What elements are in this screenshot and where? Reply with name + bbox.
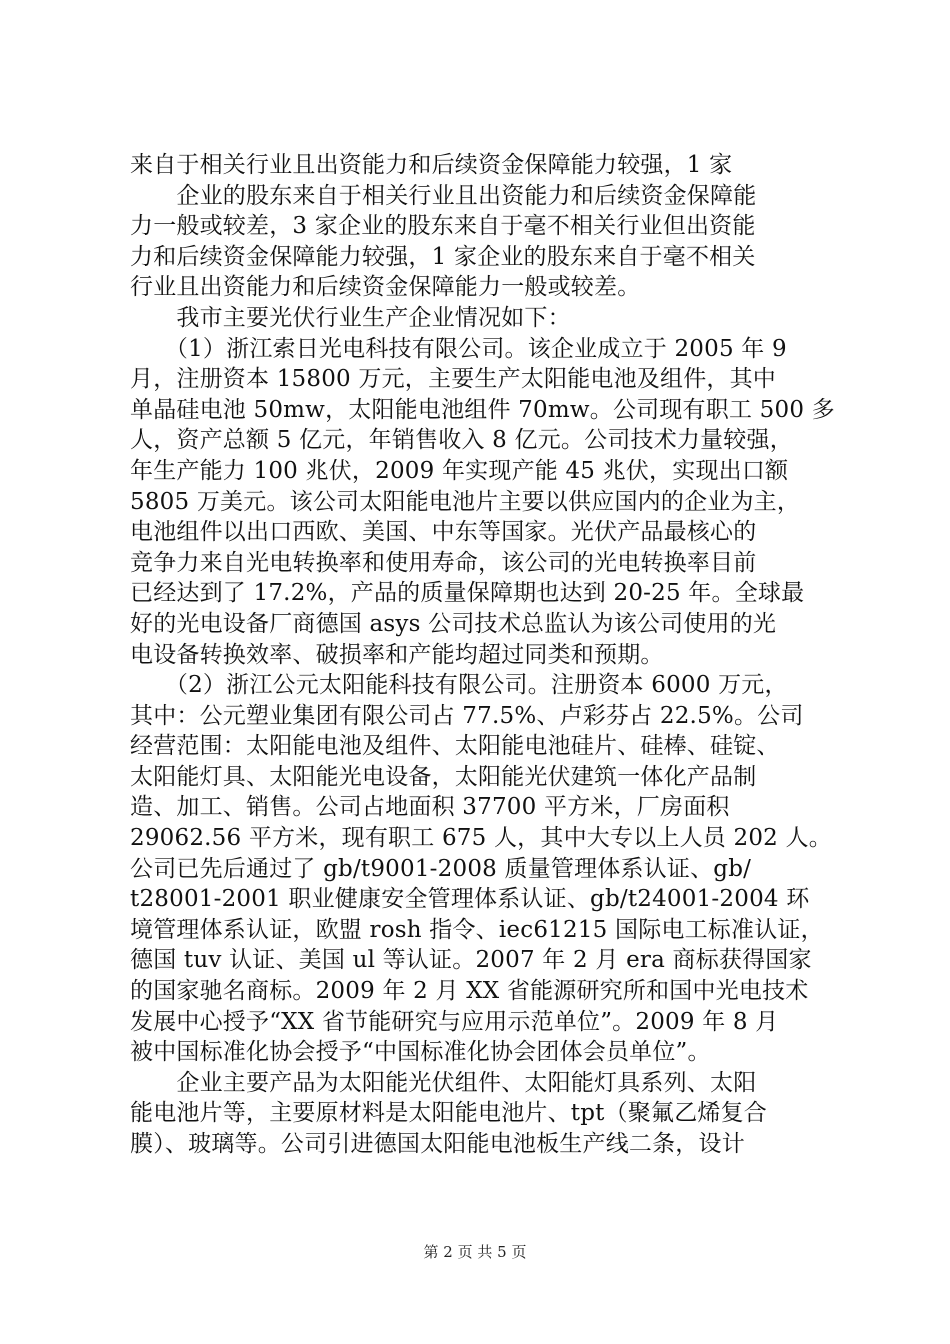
text-line: 电池组件以出口西欧、美国、中东等国家。光伏产品最核心的: [130, 519, 757, 546]
text-line: 好的光电设备厂商德国 asys 公司技术总监认为该公司使用的光: [130, 610, 777, 637]
text-line: 企业主要产品为太阳能光伏组件、太阳能灯具系列、太阳: [130, 1069, 757, 1096]
text-line: 企业的股东来自于相关行业且出资能力和后续资金保障能: [130, 182, 757, 209]
text-line: 人，资产总额 5 亿元，年销售收入 8 亿元。公司技术力量较强，: [130, 427, 793, 454]
text-line: 其中：公元塑业集团有限公司占 77.5%、卢彩芬占 22.5%。公司: [130, 702, 804, 729]
page-number-footer: 第 2 页 共 5 页: [423, 1243, 527, 1261]
text-line: 单晶硅电池 50mw，太阳能电池组件 70mw。公司现有职工 500 多: [130, 396, 835, 423]
text-line: 经营范围：太阳能电池及组件、太阳能电池硅片、硅棒、硅锭、: [130, 733, 780, 760]
text-line: 力一般或较差，3 家企业的股东来自于毫不相关行业但出资能: [130, 213, 756, 240]
text-line: 能电池片等，主要原材料是太阳能电池片、tpt（聚氟乙烯复合: [130, 1100, 768, 1127]
text-line: 境管理体系认证，欧盟 rosh 指令、iec61215 国际电工标准认证，: [130, 916, 824, 943]
text-line: 电设备转换效率、破损率和产能均超过同类和预期。: [130, 641, 664, 668]
text-line: （2）浙江公元太阳能科技有限公司。注册资本 6000 万元，: [130, 672, 788, 699]
text-line: 行业且出资能力和后续资金保障能力一般或较差。: [130, 274, 641, 301]
text-line: 被中国标准化协会授予“中国标准化协会团体会员单位”。: [130, 1039, 711, 1066]
text-line: 膜）、玻璃等。公司引进德国太阳能电池板生产线二条，设计: [130, 1131, 745, 1157]
text-line: （1）浙江索日光电科技有限公司。该企业成立于 2005 年 9: [130, 335, 787, 362]
text-line: 的国家驰名商标。2009 年 2 月 XX 省能源研究所和国中光电技术: [130, 978, 809, 1005]
text-line: 公司已先后通过了 gb/t9001-2008 质量管理体系认证、gb/: [130, 855, 752, 882]
text-line: t28001-2001 职业健康安全管理体系认证、gb/t24001-2004 环: [130, 886, 810, 913]
text-line: 年生产能力 100 兆伏，2009 年实现产能 45 兆伏，实现出口额: [130, 457, 789, 484]
text-line: 竞争力来自光电转换率和使用寿命，该公司的光电转换率目前: [130, 549, 757, 576]
text-line: 月，注册资本 15800 万元，主要生产太阳能电池及组件，其中: [130, 366, 776, 393]
text-line: 29062.56 平方米，现有职工 675 人，其中大专以上人员 202 人。: [130, 825, 832, 852]
text-line: 造、加工、销售。公司占地面积 37700 平方米，厂房面积: [130, 794, 730, 821]
text-line: 发展中心授予“XX 省节能研究与应用示范单位”。2009 年 8 月: [130, 1008, 779, 1035]
text-line: 我市主要光伏行业生产企业情况如下：: [130, 304, 571, 331]
text-line: 来自于相关行业且出资能力和后续资金保障能力较强，1 家: [130, 152, 733, 178]
document-body: [130, 150, 835, 1160]
text-line: 已经达到了 17.2%，产品的质量保障期也达到 20-25 年。全球最: [130, 580, 805, 607]
text-line: 力和后续资金保障能力较强，1 家企业的股东来自于毫不相关: [130, 243, 756, 270]
text-line: 德国 tuv 认证、美国 ul 等认证。2007 年 2 月 era 商标获得国家: [130, 947, 812, 974]
text-line: 5805 万美元。该公司太阳能电池片主要以供应国内的企业为主，: [130, 488, 801, 515]
text-line: 太阳能灯具、太阳能光电设备，太阳能光伏建筑一体化产品制: [130, 763, 757, 790]
